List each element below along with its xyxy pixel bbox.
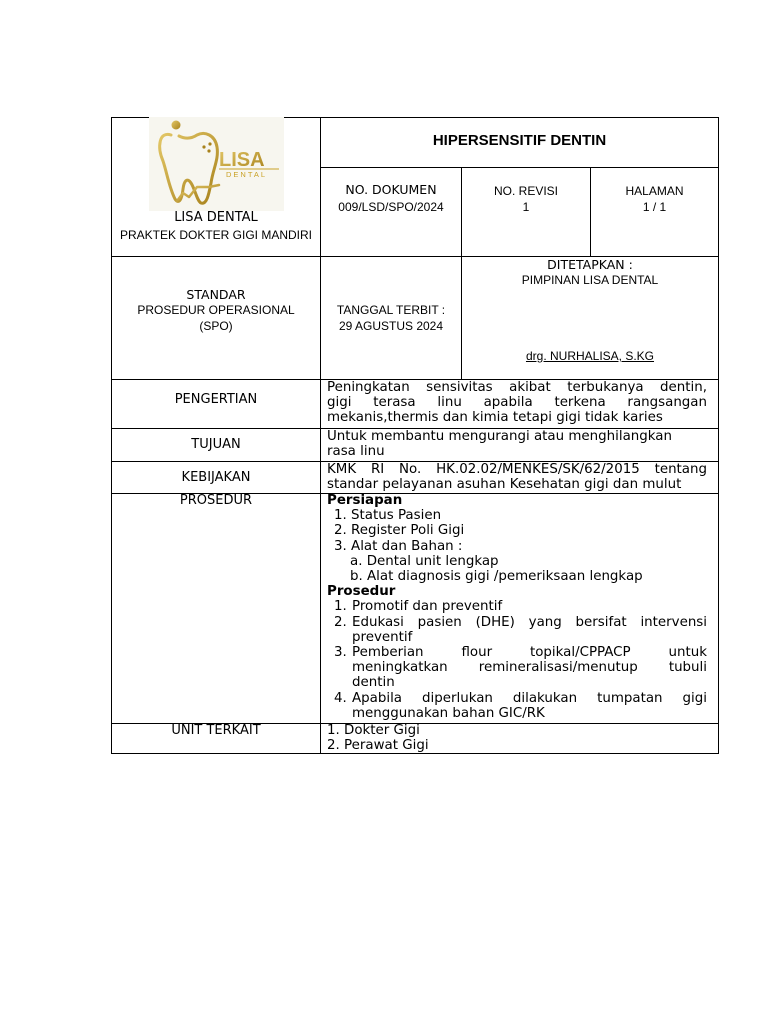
step-number: 2. [334, 614, 347, 630]
logo-word: LISA [219, 149, 265, 171]
logo-sub: DENTAL [226, 170, 268, 179]
tujuan-label: TUJUAN [191, 437, 241, 452]
prosedur-step-3 [327, 645, 707, 691]
spo-line2: PROSEDUR OPERASIONAL [137, 303, 295, 317]
ditetapkan-by: PIMPINAN LISA DENTAL [521, 273, 659, 287]
ditetapkan-label: DITETAPKAN : [547, 257, 633, 272]
row-divider-title [320, 167, 719, 168]
prosedur-content [327, 493, 707, 721]
pengertian-line-1: Peningkatan sensivitas akibat terbukanya dentin, [327, 380, 707, 395]
prosedur-step-1 [327, 599, 707, 614]
prosedur-label: PROSEDUR [179, 493, 253, 508]
no-dokumen-label: NO. DOKUMEN [345, 182, 437, 197]
table-border-right [718, 117, 719, 754]
signatory-name: drg. NURHALISA, S.KG [525, 349, 655, 363]
step-number: 3. [334, 645, 347, 661]
step-3-line-2: meningkatkan remineralisasi/menutup tubuli [352, 660, 707, 676]
step-number: 1. [334, 599, 347, 615]
step-4-line-1: Apabila diperlukan dilakukan tumpatan gigi [352, 690, 707, 706]
prosedur-step-4 [327, 691, 707, 721]
pengertian-line-3: mekanis,thermis dan kimia tetapi gigi tidak karies [327, 410, 663, 426]
kebijakan-line-1: KMK RI No. HK.02.02/MENKES/SK/62/2015 tentang [327, 462, 707, 477]
document-title: HIPERSENSITIF DENTIN [432, 132, 607, 149]
step-2-line-1: Edukasi pasien (DHE) yang bersifat intervensi [352, 614, 707, 630]
no-revisi-value: 1 [522, 200, 530, 214]
persiapan-heading: Persiapan [327, 493, 403, 508]
step-text [352, 645, 707, 691]
tujuan-line-2: rasa linu [327, 444, 385, 460]
clinic-name: LISA DENTAL [174, 210, 258, 225]
tujuan-line-1: Untuk membantu mengurangi atau menghilangkan [327, 429, 672, 444]
tujuan-text [327, 429, 707, 459]
step-text: Promotif dan preventif [352, 599, 503, 615]
step-text [352, 691, 707, 721]
clinic-subtitle: PRAKTEK DOKTER GIGI MANDIRI [119, 228, 313, 242]
step-3-line-3: dentin [352, 675, 395, 691]
kebijakan-text [327, 462, 707, 492]
prosedur-step-2 [327, 615, 707, 645]
spo-line3: (SPO) [199, 319, 233, 333]
tanggal-terbit-value: 29 AGUSTUS 2024 [338, 319, 444, 333]
tanggal-terbit-label: TANGGAL TERBIT : [336, 303, 446, 317]
unit-terkait-label: UNIT TERKAIT [171, 723, 261, 738]
tooth-logo-icon [149, 117, 284, 211]
unit-item-1: 1. Dokter Gigi [327, 723, 420, 738]
kebijakan-label: KEBIJAKAN [181, 470, 251, 485]
clinic-logo [149, 117, 284, 211]
pengertian-line-2: gigi terasa linu apabila terkena rangsangan [327, 395, 707, 411]
no-dokumen-value: 009/LSD/SPO/2024 [338, 200, 444, 214]
alat-item-a: a. Dental unit lengkap [350, 553, 499, 569]
unit-terkait-list [327, 723, 707, 753]
persiapan-item-1: 1. Status Pasien [334, 508, 442, 524]
step-number: 4. [334, 690, 347, 706]
spo-line1: STANDAR [186, 287, 246, 302]
step-text [352, 615, 707, 645]
prosedur-heading: Prosedur [327, 584, 396, 600]
unit-item-2: 2. Perawat Gigi [327, 738, 429, 754]
persiapan-item-2: 2. Register Poli Gigi [334, 523, 465, 539]
alat-item-b: b. Alat diagnosis gigi /pemeriksaan lengkap [350, 569, 643, 585]
halaman-label: HALAMAN [625, 184, 684, 198]
step-2-line-2: preventif [352, 629, 413, 645]
halaman-value: 1 / 1 [642, 200, 667, 214]
no-revisi-label: NO. REVISI [493, 184, 558, 198]
persiapan-item-3: 3. Alat dan Bahan : [334, 538, 463, 554]
step-3-line-1: Pemberian flour topikal/CPPACP untuk [352, 645, 707, 661]
kebijakan-line-2: standar pelayanan asuhan Kesehatan gigi dan mulut [327, 477, 682, 493]
step-4-line-2: menggunakan bahan GIC/RK [352, 705, 545, 721]
pengertian-text [327, 380, 707, 426]
pengertian-label: PENGERTIAN [174, 392, 258, 407]
